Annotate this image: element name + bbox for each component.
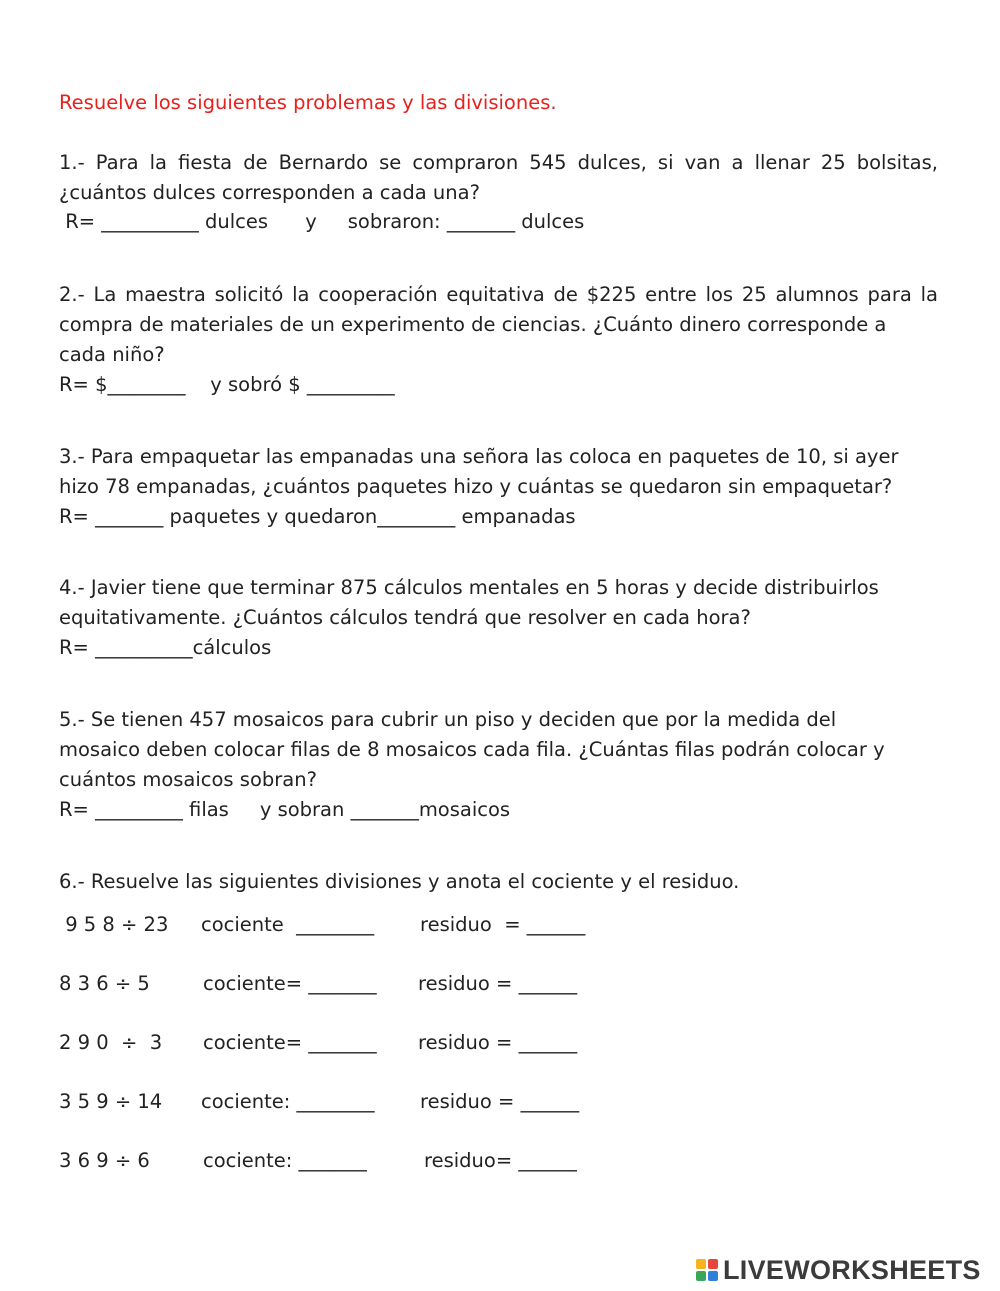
- logo-mark-icon: [696, 1259, 718, 1281]
- problem-5-answer: R= _________ filas y sobran _______mosaicos: [59, 798, 511, 821]
- problem-3-line-2: hizo 78 empanadas, ¿cuántos paquetes hizo y cuántas se quedaron sin empaquetar?: [59, 475, 893, 498]
- division-remainder: residuo = ______: [420, 1090, 580, 1113]
- problem-6-line-1: 6.- Resuelve las siguientes divisiones y anota el cociente y el residuo.: [59, 870, 740, 893]
- problem-4-line-1: 4.- Javier tiene que terminar 875 cálculos mentales en 5 horas y decide distribuirlos: [59, 576, 879, 599]
- division-remainder: residuo = ______: [418, 972, 578, 995]
- problem-5-line-2: mosaico deben colocar filas de 8 mosaicos cada fila. ¿Cuántas filas podrán colocar y: [59, 738, 885, 761]
- division-quotient: cociente: _______: [203, 1149, 367, 1172]
- problem-1-line-2: ¿cuántos dulces corresponden a cada una?: [59, 181, 480, 204]
- problem-4-line-2: equitativamente. ¿Cuántos cálculos tendrá que resolver en cada hora?: [59, 606, 751, 629]
- problem-5-line-3: cuántos mosaicos sobran?: [59, 768, 317, 791]
- problem-1-answer: R= __________ dulces y sobraron: _______ dulces: [59, 210, 585, 233]
- division-remainder: residuo= ______: [424, 1149, 577, 1172]
- division-expression: 3 6 9 ÷ 6: [59, 1149, 150, 1172]
- problem-3-answer: R= _______ paquetes y quedaron________ empanadas: [59, 505, 576, 528]
- instructions-heading: Resuelve los siguientes problemas y las divisiones.: [59, 91, 557, 114]
- logo-square: [696, 1271, 706, 1281]
- division-expression: 8 3 6 ÷ 5: [59, 972, 150, 995]
- division-expression: 2 9 0 ÷ 3: [59, 1031, 163, 1054]
- division-expression: 9 5 8 ÷ 23: [59, 913, 169, 936]
- division-expression: 3 5 9 ÷ 14: [59, 1090, 163, 1113]
- logo-square: [708, 1259, 718, 1269]
- problem-2-line-1: 2.- La maestra solicitó la cooperación equitativa de $225 entre los 25 alumnos para la: [59, 283, 938, 306]
- division-quotient: cociente ________: [201, 913, 375, 936]
- logo-square: [696, 1259, 706, 1269]
- problem-2-answer: R= $________ y sobró $ _________: [59, 373, 395, 396]
- division-quotient: cociente= _______: [203, 1031, 377, 1054]
- problem-3-line-1: 3.- Para empaquetar las empanadas una señora las coloca en paquetes de 10, si ayer: [59, 445, 899, 468]
- problem-2-line-3: cada niño?: [59, 343, 165, 366]
- problem-4-answer: R= __________cálculos: [59, 636, 272, 659]
- division-remainder: residuo = ______: [418, 1031, 578, 1054]
- problem-1-line-1: 1.- Para la fiesta de Bernardo se compraron 545 dulces, si van a llenar 25 bolsitas,: [59, 151, 938, 174]
- logo-square: [708, 1271, 718, 1281]
- problem-5-line-1: 5.- Se tienen 457 mosaicos para cubrir un piso y deciden que por la medida del: [59, 708, 837, 731]
- division-remainder: residuo = ______: [420, 913, 586, 936]
- division-quotient: cociente= _______: [203, 972, 377, 995]
- logo-text: LIVEWORKSHEETS: [723, 1254, 981, 1285]
- liveworksheets-logo: [696, 1256, 981, 1284]
- problem-2-line-2: compra de materiales de un experimento de ciencias. ¿Cuánto dinero corresponde a: [59, 313, 887, 336]
- division-quotient: cociente: ________: [201, 1090, 375, 1113]
